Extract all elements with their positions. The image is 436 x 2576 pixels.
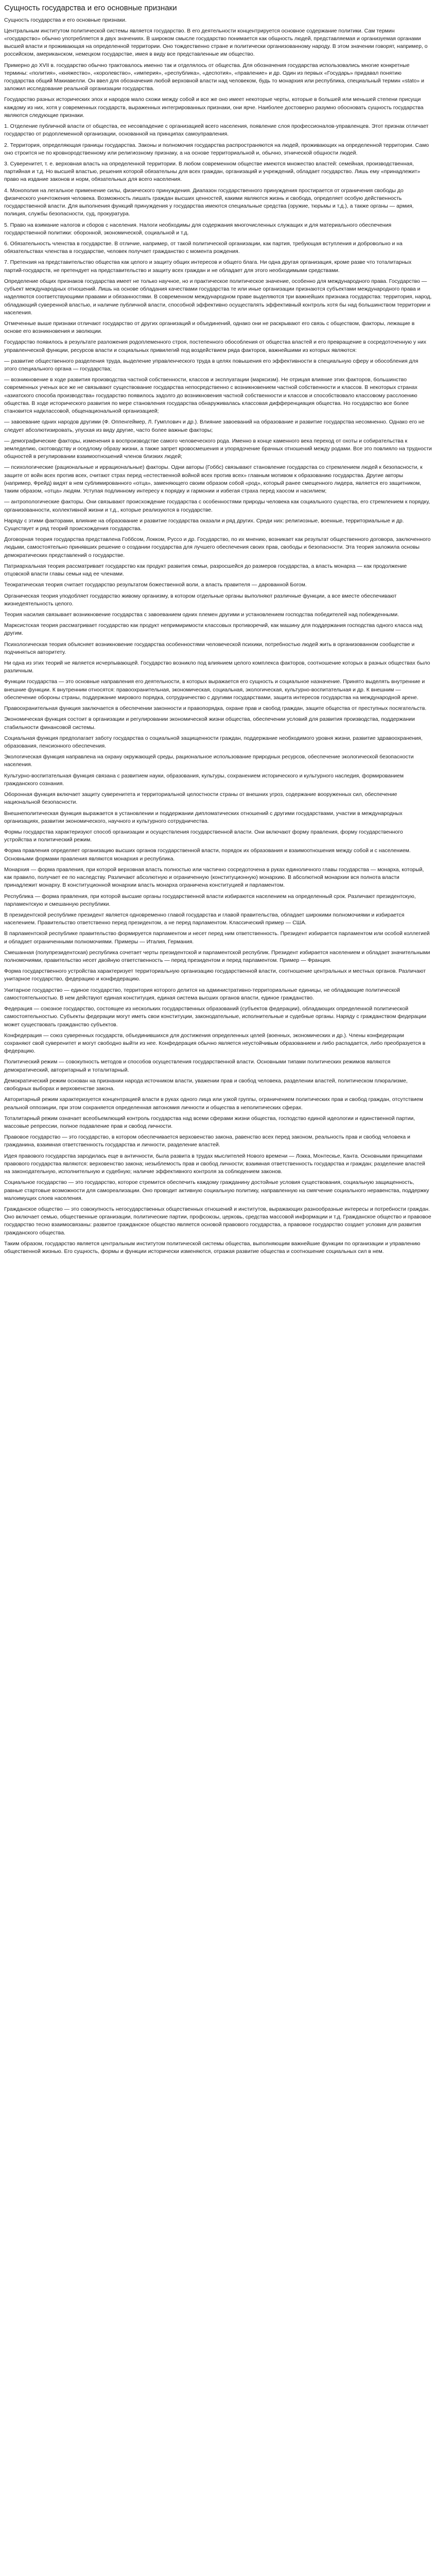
page [0,0,436,1263]
paragraph: В президентской республике президент является одновременно главой государства и главой правительства, обладает широкими полномочиями и избирается населением. Правительство ответственно перед президентом, а не перед парламентом. Классический пример — США. [4,911,405,926]
paragraph: Отмеченные выше признаки отличают государство от других организаций и объединений, однако они не раскрывают его связь с обществом, факторы, лежащие в основе его возникновения и эволюции. [4,320,415,335]
paragraph: Государство разных исторических эпох и народов мало схожи между собой и все же оно имеет некоторые черты, которые в большей или меньшей степени присущи каждому из них, хотя у современных государств, выраженных интегрированных признаки, они ярче. Наиболее достоверно разумно обосновать сущность государства являются следующие признаки. [4,96,424,118]
paragraph: Патриархальная теория рассматривает государство как продукт развития семьи, разросшейся до размеров государства, а власть монарха — как продолжение отцовской власти главы семьи над ее членами. [4,563,407,578]
paragraph: 2. Территория, определяющая границы государства. Законы и полномочия государства распространяются на людей, проживающих на определенной территории. Само оно строится не по кровнородственному или религиозному признаку, а на основе территориальной и, обычно, этнической общности людей. [4,142,429,156]
paragraph: Теория насилия связывает возникновение государства с завоеванием одних племен другими и установлением господства победителей над побежденными. [4,611,399,618]
paragraph: Тоталитарный режим означает всеобъемлющий контроль государства над всеми сферами жизни общества, господство единой идеологии и единственной партии, массовые репрессии, полное подавление прав и свобод личности. [4,1115,415,1129]
paragraph: Федерация — союзное государство, состоящее из нескольких государственных образований (субъектов федерации), обладающих определенной политической самостоятельностью. Субъекты федерации могут иметь свои конституции, законодательные, исполнительные и судебные органы. Наряду с гражданством федерации может существовать гражданство субъектов. [4,1006,426,1028]
paragraph: Гражданское общество — это совокупность негосударственных общественных отношений и институтов, выражающих разнообразные интересы и потребности граждан. Оно включает семью, общественные организации, политические партии, профсоюзы, церковь, средства массовой информации и т.д. Гражданское общество и правовое государство тесно взаимосвязаны: развитое гражданское общество является основой правового государства, а правовое государство создает условия для развития гражданского общества. [4,1206,431,1236]
paragraph: Определение общих признаков государства имеет не только научное, но и практическое политическое значение, особенно для международного права. Государство — субъект международных отношений. Лишь на основе обладания качествами государства те или иные организации признаются субъектами международного права и наделяются соответствующими правами и обязанностями. В современном международном праве выделяются три важнейших признака государства: территория, народ, обладающий суверенной властью, и наличие публичной власти, способной эффективно осуществлять эффективный контроль хотя бы над большинством территории и населения. [4,278,432,316]
paragraph: 6. Обязательность членства в государстве. В отличие, например, от такой политической организации, как партия, требующая вступления и добровольно и на обязательствах членства в государстве, человек получает гражданство с момента рождения. [4,240,403,255]
paragraph: Примерно до XVII в. государство обычно трактовалось именно так и отделялось от общества. Для обозначения государства использовались многие конкретные термины: «полития», «княжество», «королевство», «империя», «республика», «деспотия», «правление» и др. Один из первых «Государь» придавал понятию государства общий Макиавелли. Он ввел для обозначения любой верховной власти над человеком, будь то монархия или республика, специальный термин «stato» и заложил исследование реальной организации государства. [4,62,425,92]
paragraph: Демократический режим основан на признании народа источником власти, уважении прав и свобод человека, разделении властей, политическом плюрализме, свободных выборах и верховенстве закона. [4,1077,408,1092]
paragraph: 7. Претензия на представительство общества как целого и защиту общих интересов и общего блага. Ни одна другая организация, кроме разве что тоталитарных партий-государств, не претендует на представительство и защиту всех граждан и не обладает для этого необходимыми средствами. [4,259,412,274]
paragraph: Авторитарный режим характеризуется концентрацией власти в руках одного лица или узкой группы, ограничением политических прав и свобод граждан, отсутствием реальной оппозиции, при этом сохраняется определенная автономия личности и общества в неполитических сферах. [4,1096,423,1111]
paragraph: Внешнеполитическая функция выражается в установлении и поддержании дипломатических отношений с другими государствами, участии в международных организациях, развитии экономического, научного и культурного сотрудничества. [4,810,403,824]
paragraph: — завоевание одних народов другими (Ф. Оппенгеймер, Л. Гумплович и др.). Влияние завоеваний на образование и развитие государства несомненно. Однако его не следует абсолютизировать, упуская из виду другие, часто более важные факторы; [4,419,425,433]
paragraph: Центральным институтом политической системы является государство. В его деятельности концентрируется основное содержание политики. Сам термин «государство» обычно употребляется в двух значениях. В широком смысле государство понимается как общность людей, представляемая и организуемая органами высшей власти и проживающая на определенной территории. Оно тождественно стране и политически организованному народу. В этом значении говорят, например, о российском, американском, немецком государстве, имея в виду все представленные им общество. [4,27,428,58]
paragraph: Психологическая теория объясняет возникновение государства особенностями человеческой психики, потребностью людей жить в организованном сообществе и подчиняться авторитету. [4,641,415,655]
paragraph: Конфедерация — союз суверенных государств, объединившихся для достижения определенных целей (военных, экономических и др.). Члены конфедерации сохраняют свой суверенитет и могут свободно выйти из нее. Конфедерация обычно является неустойчивым образованием и либо распадается, либо преобразуется в федерацию. [4,1032,426,1055]
article-subtitle: Сущность государства и его основные признаки. [4,16,127,23]
paragraph: 4. Монополия на легальное применение силы, физического принуждения. Диапазон государственного принуждения простирается от ограничения свободы до физического уничтожения человека. Возможность лишать граждан высших ценностей, какими являются жизнь и свобода, определяет особую действенность государственной власти. Для выполнения функций принуждения у государства имеются специальные средства (оружие, тюрьмы и т.д.), а также органы — армия, полиция, службы безопасности, суд, прокуратура. [4,187,414,217]
paragraph: Государство появилось в результате разложения родоплеменного строя, постепенного обособления от общества властей и его превращение в сосредоточенную у них управленческой функции, ресурсов власти и социальных привилегий под воздействием ряда факторов, важнейшими из которых являются: [4,339,426,353]
page-title: Сущность государства и его основные признаки [4,4,177,12]
paragraph: Форма государственного устройства характеризует территориальную организацию государственной власти, соотношение центральных и местных органов. Различают унитарное государство, федерацию и конфедерацию. [4,968,426,982]
paragraph: Марксистская теория рассматривает государство как продукт непримиримости классовых противоречий, как машину для поддержания господства одного класса над другим. [4,622,423,637]
article-body [4,27,432,1256]
paragraph: Органическая теория уподобляет государство живому организму, в котором отдельные органы выполняют различные функции, а все вместе обеспечивают жизнедеятельность целого. [4,592,397,607]
paragraph: Наряду с этими факторами, влияние на образование и развитие государства оказали и ряд других. Среди них: религиозные, военные, территориальные и др. Существует и ряд теорий происхождения государства. [4,517,404,532]
paragraph: Смешанная (полупрезидентская) республика сочетает черты президентской и парламентской республик. Президент избирается населением и обладает значительными полномочиями, правительство несет двойную ответственность — перед президентом и перед парламентом. Пример — Франция. [4,949,430,964]
paragraph: Формы государства характеризуют способ организации и осуществления государственной власти. Они включают форму правления, форму государственного устройства и политический режим. [4,828,403,843]
paragraph: Республика — форма правления, при которой высшие органы государственной власти избираются населением на определенный срок. Различают президентскую, парламентскую и смешанную республики. [4,893,416,907]
paragraph: Политический режим — совокупность методов и способов осуществления государственной власти. Основными типами политических режимов являются демократический, авторитарный и тоталитарный. [4,1059,391,1073]
paragraph: Форма правления определяет организацию высших органов государственной власти, порядок их образования и взаимоотношения между собой и с населением. Основными формами правления являются монархия и республика. [4,848,411,862]
paragraph: 1. Отделение публичной власти от общества, ее несовпадение с организацией всего населения, появление слоя профессионалов-управленцев. Этот признак отличает государство от родоплеменной организации, основанной на принципах самоуправления. [4,123,429,138]
paragraph: — возникновение в ходе развития производства частной собственности, классов и эксплуатации (марксизм). Не отрицая влияние этих факторов, большинство современных ученых все же не связывают существование государства непосредственно с возникновением частной собственности и классов. В некоторых странах «азиатского способа производства» государство появилось задолго до возникновения частной собственности и классов и способствовало классовому расслоению общества. В ходе исторического развития по мере становления государства обнаруживалась классовая дифференциация общества. Но государство все более становится надклассовой, общенациональной организацией; [4,377,417,415]
paragraph: Ни одна из этих теорий не является исчерпывающей. Государство возникло под влиянием целого комплекса факторов, соотношение которых в разных обществах было различным. [4,660,430,674]
paragraph: Социальная функция предполагает заботу государства о социальной защищенности граждан, поддержание необходимого уровня жизни, развитие здравоохранения, образования, пенсионного обеспечения. [4,735,423,749]
paragraph: Правоохранительная функция заключается в обеспечении законности и правопорядка, охране прав и свобод граждан, защите общества от преступных посягательств. [4,705,427,712]
paragraph: — антропологические факторы. Они связывают происхождение государства с особенностями природы человека как социального существа, его стремлением к порядку, организованности, коллективной жизни и т.д., которые реализуются в государстве. [4,499,430,513]
paragraph: — демографические факторы, изменения в воспроизводстве самого человеческого рода. Именно в конце каменного века переход от охоты и собирательства к земледелию, скотоводству и оседлому образу жизни, а также запрет кровосмешения и упорядочение брачных отношений между родами. Все это повлияло на трудности общностей в регулировании взаимоотношений членов близких людей; [4,437,432,460]
paragraph: Идея правового государства зародилась еще в античности, была развита в трудах мыслителей Нового времени — Локка, Монтескье, Канта. Основными принципами правового государства являются: верховенство закона; незыблемость прав и свобод личности; взаимная ответственность государства и граждан; разделение властей на законодательную, исполнительную и судебную; наличие эффективного контроля за соблюдением законов. [4,1153,425,1175]
paragraph: Социальное государство — это государство, которое стремится обеспечить каждому гражданину достойные условия существования, социальную защищенность, равные стартовые возможности для самореализации. Оно проводит активную социальную политику, направленную на смягчение социального неравенства, поддержку малоимущих слоев населения. [4,1179,429,1201]
paragraph: Таким образом, государство является центральным институтом политической системы общества, выполняющим важнейшие функции по организации и управлению общественной жизнью. Его сущность, формы и функции исторически изменяются, отражая развитие общества и соотношение социальных сил в нем. [4,1240,421,1255]
paragraph: Теократическая теория считает государство результатом божественной воли, а власть правителя — дарованной Богом. [4,582,307,588]
paragraph: Оборонная функция включает защиту суверенитета и территориальной целостности страны от внешних угроз, содержание вооруженных сил, обеспечение национальной безопасности. [4,791,397,806]
paragraph: 5. Право на взимание налогов и сборов с населения. Налоги необходимы для содержания многочисленных служащих и для материального обеспечения государственной политики: оборонной, экономической, социальной и т.д. [4,222,392,236]
paragraph: Договорная теория государства представлена Гоббсом, Локком, Руссо и др. Государство, по их мнению, возникает как результат общественного договора, заключенного людьми, самостоятельно принявших решение о создании государства для лучшего обеспечения своих прав, свободы и безопасности. Эта теория заложила основы демократических представлений о государстве. [4,536,431,558]
paragraph: Культурно-воспитательная функция связана с развитием науки, образования, культуры, сохранением исторического и культурного наследия, формированием гражданского сознания. [4,772,404,787]
paragraph: Экономическая функция состоит в организации и регулировании экономической жизни общества, обеспечении условий для развития производства, поддержании стабильности финансовой системы. [4,716,415,731]
paragraph: Правовое государство — это государство, в котором обеспечивается верховенство закона, равенство всех перед законом, реальность прав и свобод человека и гражданина, взаимная ответственность государства и личности, разделение властей. [4,1134,411,1148]
paragraph: 3. Суверенитет, т. е. верховная власть на определенной территории. В любом современном обществе имеются множество властей: семейная, производственная, партийная и т.д. Но высшей властью, решения которой обязательны для всех граждан, организаций и учреждений, обладает государство. Лишь ему «принадлежит» право на издание законов и норм, обязательных для всего населения. [4,161,421,183]
paragraph: Унитарное государство — единое государство, территория которого делится на административно-территориальные единицы, не обладающие политической самостоятельностью. В нем действуют единая конституция, единая система высших органов власти, единое гражданство. [4,987,400,1001]
paragraph: Монархия — форма правления, при которой верховная власть полностью или частично сосредоточена в руках единоличного главы государства — монарха, который, как правило, получает ее по наследству. Различают абсолютную и ограниченную (конституционную) монархию. В абсолютной монархии вся полнота власти принадлежит монарху. В конституционной монархии власть монарха ограничена конституцией и парламентом. [4,866,424,889]
paragraph: — психологические (рациональные и иррациональные) факторы. Одни авторы (Гоббс) связывают становление государства со стремлением людей к безопасности, к защите от войн всех против всех, считают страх перед «естественной войной всех против всех» главным мотивом к образованию государства. Другие авторы (например, Фрейд) видят в нем сублимированного «отца», заменяющего своим образом собой «род», который ранее смещенного лидера, является его защитником, таким образом, «отца» людям. Уступая подлинному интересу к порядку и гармонии и избегая страха перед хаосом и насилием; [4,464,423,495]
paragraph: В парламентской республике правительство формируется парламентом и несет перед ним ответственность. Президент избирается парламентом или особой коллегией и обладает ограниченными полномочиями. Примеры — Италия, Германия. [4,930,430,945]
paragraph: Экологическая функция направлена на охрану окружающей среды, рациональное использование природных ресурсов, обеспечение экологической безопасности населения. [4,754,414,768]
paragraph: Функции государства — это основные направления его деятельности, в которых выражается его сущность и социальное назначение. Принято выделять внутренние и внешние функции. К внутренним относятся: правоохранительная, экономическая, социальная, экологическая, культурно-воспитательная и др. К внешним — обеспечение обороны страны, поддержание мирового порядка, сотрудничество с другими государствами, защита интересов государства на международной арене. [4,679,425,701]
paragraph: — развитие общественного разделения труда, выделение управленческого труда в целях повышения его эффективности в специальную сферу и обособления для этого специального органа — государства; [4,358,418,372]
